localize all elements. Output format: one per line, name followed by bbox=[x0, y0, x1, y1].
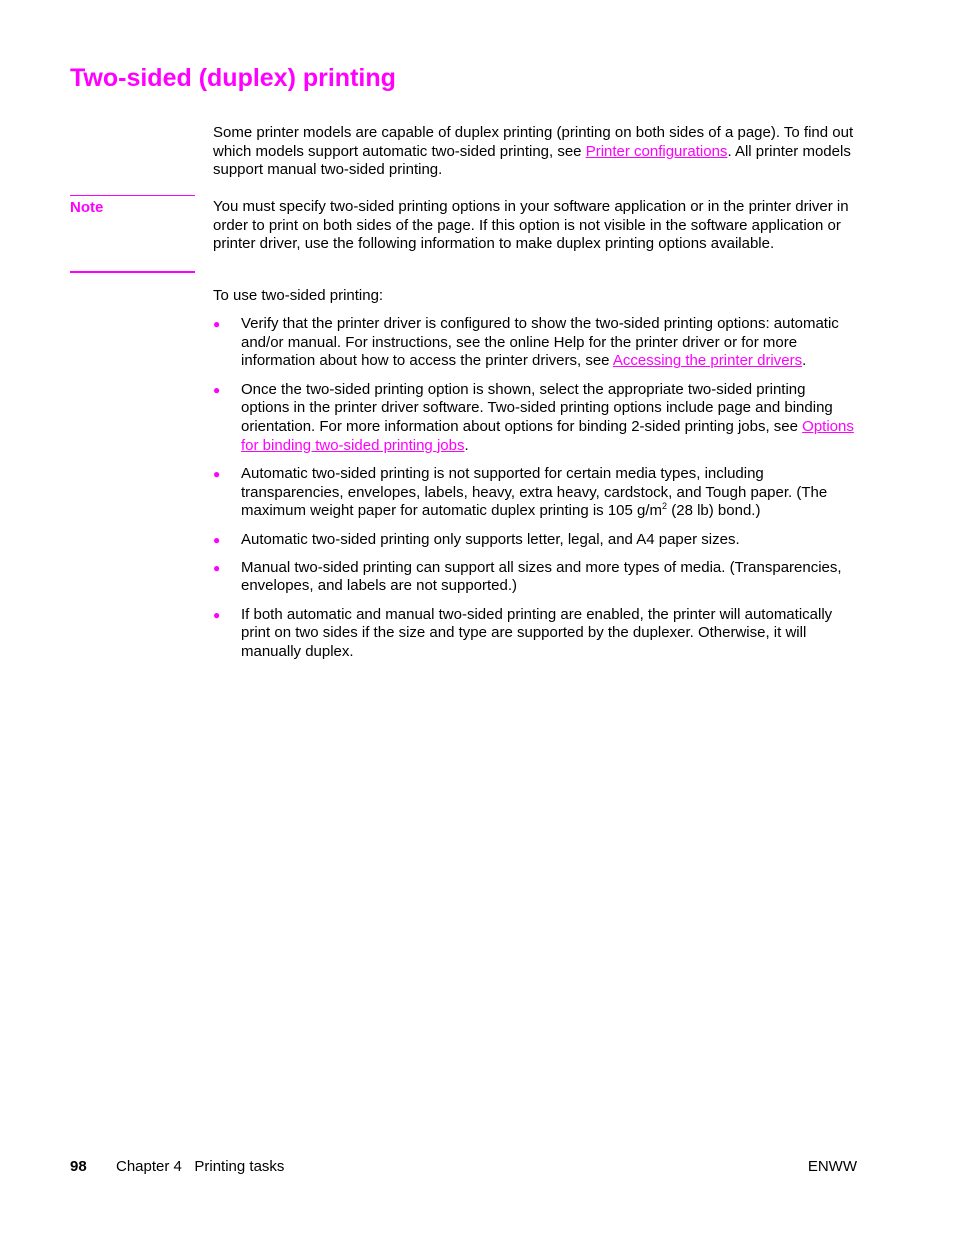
bullet-text: Automatic two-sided printing is not supported for certain media types, including transparencies, envelopes, labels, heavy, extra heavy, cardstock, and Tough paper. (The maximum weight paper for automatic duplex printing is 105 g/m bbox=[241, 464, 828, 520]
intro-text-before: Some printer models are capable of duplex printing (printing on both sides of a page). To find out which models support automatic two-sided printing, see bbox=[213, 124, 854, 160]
bullet-icon: ● bbox=[213, 607, 221, 622]
note-label: Note bbox=[70, 199, 104, 216]
list-item bbox=[213, 315, 858, 371]
superscript: 2 bbox=[662, 501, 668, 512]
lead-text: To use two-sided printing: bbox=[213, 287, 384, 304]
list-item bbox=[213, 531, 858, 550]
bullet-text-end: . bbox=[464, 436, 469, 454]
bullet-icon: ● bbox=[213, 382, 221, 397]
bullet-icon: ● bbox=[213, 532, 221, 547]
list-item bbox=[213, 381, 858, 456]
intro-paragraph bbox=[213, 124, 858, 180]
bullet-text-end: (28 lb) bond.) bbox=[667, 502, 761, 520]
printer-configurations-link[interactable]: Printer configurations bbox=[585, 142, 728, 160]
bullet-text-end: . bbox=[802, 352, 807, 370]
list-item bbox=[213, 465, 858, 521]
bullet-text: Automatic two-sided printing only supports letter, legal, and A4 paper sizes. bbox=[241, 530, 740, 548]
note-bottom-rule bbox=[70, 271, 195, 273]
list-item bbox=[213, 606, 858, 662]
page-title: Two-sided (duplex) printing bbox=[70, 64, 396, 92]
bullet-icon: ● bbox=[213, 317, 221, 331]
binding-options-link[interactable]: Options for binding two-sided printing jobs bbox=[241, 418, 854, 454]
bullet-icon: ● bbox=[213, 560, 221, 575]
accessing-printer-drivers-link[interactable]: Accessing the printer drivers bbox=[612, 352, 803, 370]
intro-text-after: . All printer models support manual two-sided printing. bbox=[213, 142, 851, 179]
note-top-rule bbox=[70, 195, 195, 196]
bullet-list bbox=[213, 315, 858, 671]
list-item bbox=[213, 559, 858, 596]
bullet-icon: ● bbox=[213, 466, 221, 481]
page-number: 98 bbox=[70, 1158, 87, 1175]
bullet-text: If both automatic and manual two-sided printing are enabled, the printer will automatically print on two sides if the size and type are supported by the duplexer. Otherwise, it will manually duplex. bbox=[241, 605, 833, 661]
footer-chapter: Chapter 4 Printing tasks bbox=[116, 1158, 285, 1175]
bullet-text: Once the two-sided printing option is shown, select the appropriate two-sided printing options in the printer driver software. Two-sided printing options include page and binding orientation. For more information about options for binding 2-sided printing jobs, see bbox=[241, 380, 833, 436]
note-text: You must specify two-sided printing options in your software application or in the printer driver in order to print on both sides of the page. If this option is not visible in the software application or printer driver, use the following information to make duplex printing options available. bbox=[213, 198, 849, 253]
footer-locale: ENWW bbox=[807, 1158, 857, 1175]
bullet-text: Manual two-sided printing can support all sizes and more types of media. (Transparencies, envelopes, and labels are not supported.) bbox=[241, 558, 842, 595]
bullet-text: Verify that the printer driver is configured to show the two-sided printing options: automatic and/or manual. For instructions, see the online Help for the printer driver or for more information about how to access the printer drivers, see bbox=[241, 315, 839, 370]
